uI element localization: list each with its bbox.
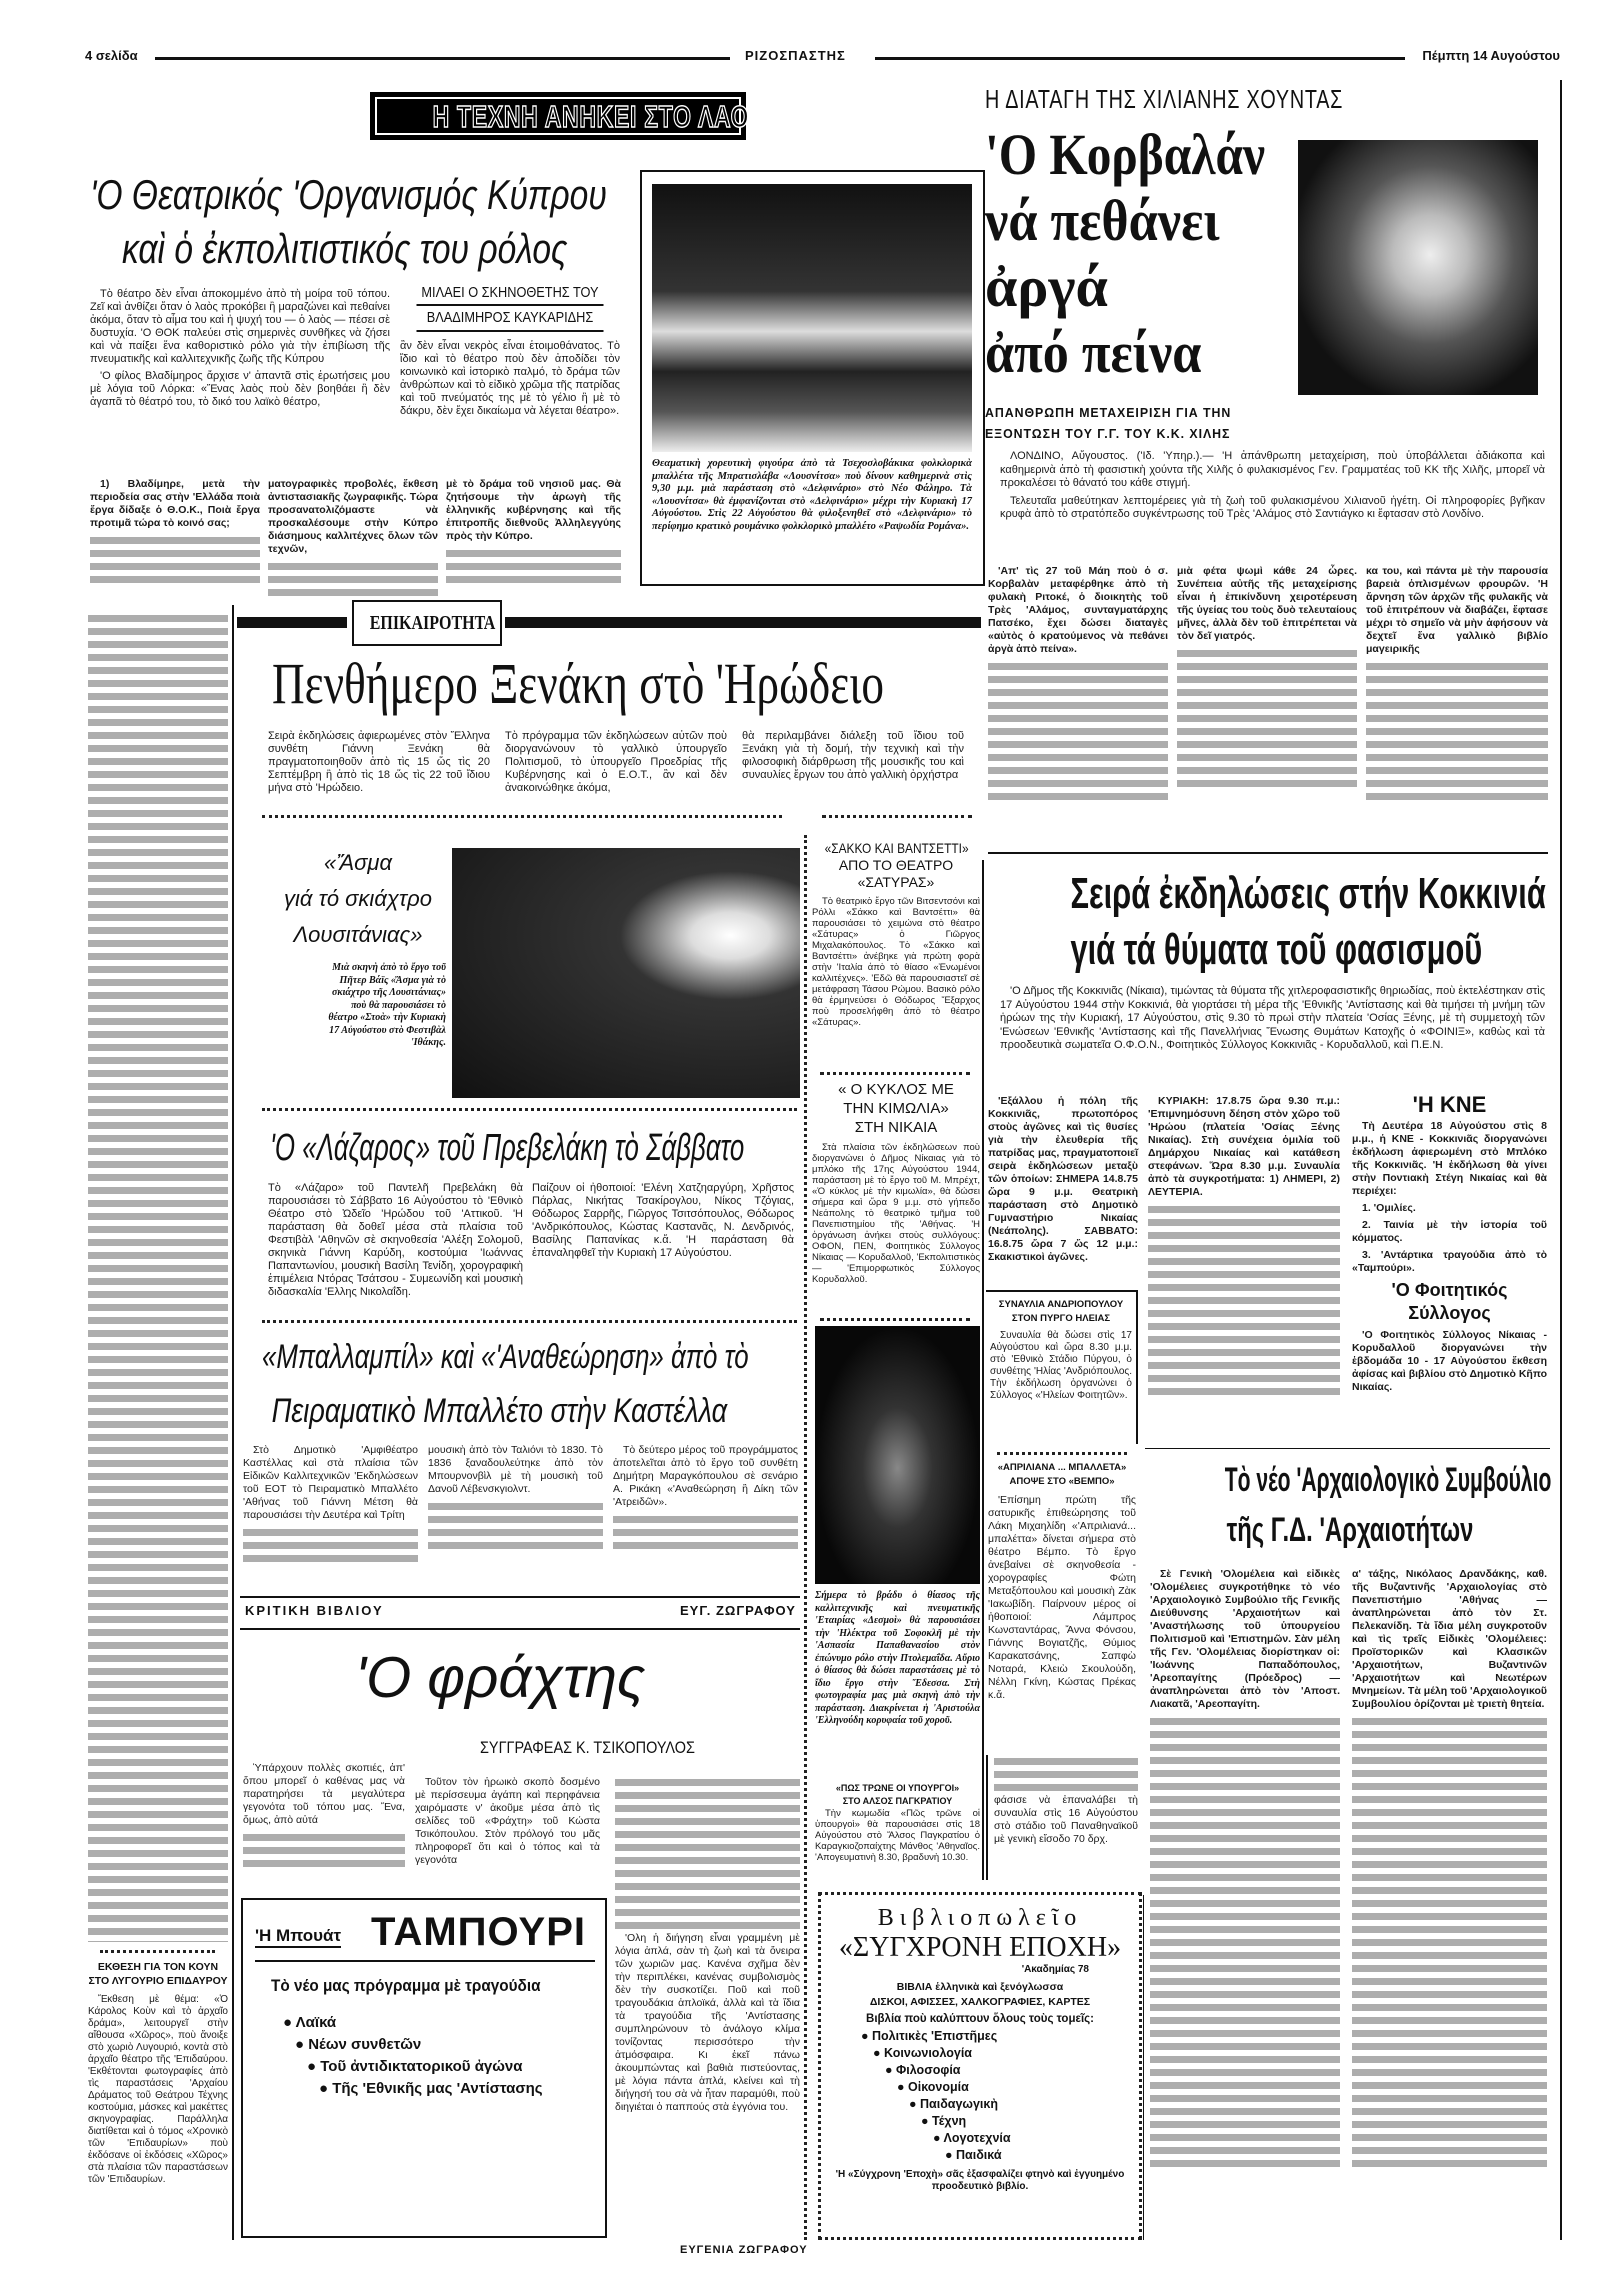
book-review-signature: ΕΥΓΕΝΙΑ ΖΩΓΡΑΦΟΥ — [680, 2244, 808, 2256]
bookstore-label: Βιβλιοπωλεῖο — [877, 1905, 1083, 1931]
kyklos-body: Στὰ πλαίσια τῶν ἐκδηλώσεων ποὺ διοργανώνει ὁ Δῆμος Νίκαιας γιὰ τὸ μπλόκο τῆς 17ης Αὐγούστου 1944, παράσταση μὲ τὸ ἔργο τοῦ Μ. Μπρέχτ, «Ὁ κύκλος μὲ τὴν κιμωλία», θὰ δώσει σήμερα καὶ ὥρα 9 μ.μ. στὸ γήπεδο Νεάπολης τὸ θεατρικὸ τμῆμα τοῦ Πανεπιστημίου τῆς 'Αθήνας. 'Η ὀργάνωση ἀνήκει στοὺς συλλόγους: ΟΦΟΝ, ΠΕΝ, Φοιτητικὸς Σύλλογος Νίκαιας — Κορυδαλλοῦ, 'Εκπολιτιστικὸς — 'Επιμορφωτικὸς Σύλλογος Κορυδαλλοῦ. — [812, 1142, 980, 1285]
foititikos-title: Σύλλογος — [1408, 1303, 1491, 1323]
headline-line: 'Ο Κορβαλάν — [985, 122, 1266, 187]
headline-line: ἀπό πείνα — [985, 320, 1202, 385]
book-review-col-2 — [415, 1776, 600, 1871]
headline-line: Πειραματικὸ Μπαλλέτο στὴν Καστέλλα — [271, 1392, 728, 1430]
theatre-headline — [90, 168, 630, 276]
kyklos-title: ΤΗΝ ΚΙΜΩΛΙΑ» — [843, 1100, 949, 1117]
ekthesi-body: Ἔκθεση μὲ θέμα: «Ὁ Κάρολος Κοὺν καὶ τὸ ἀρχαῖο δράμα», λειτουργεῖ στὴν αἴθουσα «Χῶρος», ποὺ ἄνοιξε στὸ χωριὸ Λυγουριό, κοντὰ στὸ ἀρχαῖο θέατρο τῆς 'Επιδαύρου. 'Εκθέτονται φωτογραφίες ἀπὸ τὶς παραστάσεις 'Αρχαίου Δράματος τοῦ Θεάτρου Τέχνης κοστούμια, μάσκες καὶ μακέττες σκηνογραφίας. Παράλληλα διατίθεται καὶ ὁ τόμος «Χρονικὸ τῶν 'Επιδαυρίων» ποὺ ἐκδόσανε οἱ ἐκδόσεις «Χῶρος» στὰ πλαίσια τῶν παραστάσεων τῶν 'Επιδαυρίων. — [88, 1994, 228, 2185]
corvalan-col-3 — [1366, 565, 1548, 803]
body-text: Τοῦτον τὸν ἡρωικὸ σκοπὸ δοσμένο μὲ περίσσευμα ἀγάπη καὶ περηφάνεια χαιρόμαστε ν' ἀκοῦμε μέσα ἀπὸ τὶς σελίδες τοῦ «Φράχτη» τοῦ Κώστα Τσικόπουλου. Στὸν πρόλογό του μᾶς πληροφορεῖ ὅτι καὶ ὁ τόπος καὶ τὰ γεγονότα — [415, 1776, 600, 1866]
subhead-line: ΑΠΑΝΘΡΩΠΗ ΜΕΤΑΧΕΙΡΙΣΗ ΓΙΑ ΤΗΝ — [985, 405, 1232, 420]
body-text: μιὰ φέτα ψωμὶ κάθε 24 ὧρες. Συνέπεια αὐτῆς τῆς μεταχείρισης εἶναι ἡ ἐπικίνδυνη χειροτέρευση τῆς ὑγείας του τοὺς δυὸ τελευταίους μῆνες, ἀλλὰ δὲν τοῦ ἐπιτρέπεται νὰ τὸν δεῖ γιατρός. — [1177, 565, 1357, 642]
tambouri-list — [283, 2012, 543, 2100]
list-item: ● Λογοτεχνία — [933, 2131, 1011, 2145]
dance-photo-box — [640, 170, 985, 586]
kne-body: Τὴ Δευτέρα 18 Αὐγούστου στὶς 8 μ.μ., ἡ ΚΝΕ - Κοκκινιᾶς διοργανώνει ἐκδήλωση ἀφιερωμένη στὸ Μπλόκο τῆς Κοκκινιᾶς. 'Η ἐκδήλωση θὰ γίνει στὴν Ποντιακὴ Στέγη Νικαίας καὶ θὰ περιέχει: — [1352, 1120, 1547, 1197]
list-item: ● Τοῦ ἀντιδικτατορικοῦ ἀγώνα — [307, 2058, 523, 2075]
tambouri-lead: 'Η Μπουάτ — [255, 1926, 341, 1948]
bookstore-topics — [821, 2028, 1139, 2164]
epikairotita-label — [352, 600, 502, 646]
column-divider — [232, 605, 234, 2240]
body-text-lines — [446, 547, 621, 586]
bookstore-ad — [818, 1892, 1142, 2240]
body-text-lines — [1150, 1715, 1340, 2170]
kokkinia-lead — [1000, 985, 1545, 1057]
synavlia-body: Συναυλία θὰ δώσει στὶς 17 Αὐγούστου καὶ ὥρα 8.30 μ.μ. στὸ 'Εθνικὸ Στάδιο Πύργου, ὁ συνθέτης 'Ηλίας 'Ανδριόπουλος. Τὴν ἐκδήλωση ὀργανώνει ὁ Σύλλογος «'Ηλείων Φοιτητῶν». — [990, 1330, 1132, 1401]
lazaros-col-1: Τὸ «Λάζαρο» τοῦ Παντελῆ Πρεβελάκη θὰ παρουσιάσει τὸ Σάββατο 16 Αὐγούστου τὸ 'Εθνικὸ Θέατρο στὸ Ὠδεῖο 'Ηρώδου τοῦ 'Αττικοῦ. 'Η παράσταση θὰ δοθεῖ μέσα στὰ πλαίσια τοῦ Φεστιβὰλ 'Αθηνῶν σὲ σκηνοθεσία 'Αλέξη Σολομοῦ, σκηνικὰ Γιάννη Καρύδη, κοστούμια 'Ιωάννας Παπαντωνίου, μουσικὴ Βασίλη Τενίδη, χορογραφικὴ ἐπιμέλεια Ντόρας Τσάτσου - Συμεωνίδη καὶ μουσικὴ διδασκαλία 'Ελλης Νικολαΐδη. — [268, 1182, 523, 1298]
book-review-author-tag: ΕΥΓ. ΖΩΓΡΑΦΟΥ — [680, 1603, 796, 1618]
theatre-intro-right — [400, 340, 620, 422]
list-item: ● Τῆς 'Εθνικῆς μας 'Αντίστασης — [319, 2080, 543, 2097]
ekthesi-article — [88, 1960, 228, 2190]
body-text: Ὑπάρχουν πολλὲς σκοπιές, ἀπ' ὅπου μπορεῖ ὁ καθένας μας νὰ παρατηρήσει τὰ μεγαλύτερα γεγονότα τοῦ τόπου μας. Ἕνα, ὅμως, ἀπὸ αὐτά — [243, 1762, 405, 1826]
electra-caption: Σήμερα τὸ βράδυ ὁ θίασος τῆς καλλιτεχνικῆς καὶ πνευματικῆς 'Εταιρίας «Δεσμοὶ» θὰ παρουσιάσει τὴν 'Ηλέκτρα τοῦ Σοφοκλῆ μὲ τὴν 'Ασπασία Παπαθανασίου στὸν ἐπώνυμο ρόλο στὴν Πτολεμαΐδα. Αὔριο ὁ θίασος θὰ δώσει παραστάσεις μὲ τὸ ἴδιο ἔργο στὴν Ἔδεσσα. Στὴ φωτογραφία μας μιὰ σκηνὴ ἀπὸ τὴν παράσταση. Διακρίνεται ἡ 'Αριστούλα 'Ελληνούδη κορυφαία τοῦ χοροῦ. — [815, 1590, 980, 1726]
book-review-title: 'Ο φράχτης — [355, 1645, 646, 1710]
headline-line: «Μπαλλαμπίλ» καὶ «'Αναθεώρηση» ἀπὸ τὸ — [262, 1338, 749, 1376]
sakko-title: «ΣΑΚΚΟ ΚΑΙ ΒΑΝΤΣΕΤΤΙ» — [824, 840, 969, 856]
body-text-lines — [1366, 660, 1548, 803]
list-item: ● Τέχνη — [921, 2114, 967, 2128]
intro-paragraph: ἂν δὲν εἶναι νεκρὸς εἶναι ἑτοιμοθάνατος. Τὸ ἴδιο καὶ τὸ θέατρο ποὺ δὲν ἀποδίδει τὸν κοινωνικὸ καὶ ἱστορικὸ παλμό, τὸ δράμα τῶν ἀνθρώπων καὶ τὸ εἰδικὸ χρῶμα τῆς πατρίδας καὶ τοῦ πνεύματός της μὲ τὸ γέλιο ἢ μὲ τὸ δάκρυ, δὲν ἔχει δικαίωμα νὰ λέγεται θέατρο». — [400, 340, 620, 417]
kne-title: 'Η ΚΝΕ — [1412, 1092, 1487, 1117]
list-item: ● Φιλοσοφία — [885, 2063, 961, 2077]
kyklos-article — [812, 1080, 980, 1289]
headline-line: ἀργά — [985, 254, 1108, 319]
kyklos-title: « Ο ΚΥΚΛΟΣ ΜΕ — [838, 1081, 954, 1098]
synavlia-body-end: φάσισε νὰ ἐπαναλάβει τὴ συναυλία στὶς 16 Αὐγούστου στὸ στάδιο τοῦ Παναθηναϊκοῦ μὲ γενικὴ εἴσοδο 70 δρχ. — [994, 1794, 1138, 1845]
pos-trone-body: Τὴν κωμωδία «Πῶς τρῶνε οἱ ὑπουργοὶ» θὰ παρουσιάσει στὶς 18 Αὐγούστου στὸ Ἄλσος Παγκρατίου ὁ Καραγκιοζοπαίχτης Μάνθος 'Αθηναῖος. 'Απογευματινὴ 8.30, βραδυνὴ 10.30. — [815, 1808, 980, 1863]
body-text: μὲ τὸ δράμα τοῦ νησιοῦ μας. Θὰ ζητήσουμε τὴν ἀρωγὴ τῆς ἑλληνικῆς κυβέρνησης καὶ τῆς ἐπιτροπῆς διεθνοῦς Ἀλληλεγγύης πρὸς τὴν Κύπρο. — [446, 478, 621, 542]
body-text-lines — [243, 1526, 418, 1565]
body-text: Στὸ Δημοτικὸ 'Αμφιθέατρο Καστέλλας καὶ στὰ πλαίσια τῶν Εἰδικῶν Καλλιτεχνικῶν 'Εκδηλώσεων τοῦ ΕΟΤ τὸ Πειραματικὸ Μπαλλέτο 'Αθήνας τοῦ Γιάννη Μέτση θὰ παρουσιάσει τὴν Δευτέρα καὶ Τρίτη — [243, 1444, 418, 1521]
bookstore-line: ΔΙΣΚΟΙ, ΑΦΙΣΣΕΣ, ΧΑΛΚΟΓΡΑΦΙΕΣ, ΚΑΡΤΕΣ — [869, 1996, 1091, 2008]
corvalan-col-2 — [1177, 565, 1357, 790]
body-text: 'Ολη ἡ διήγηση εἶναι γραμμένη μὲ λόγια ἁπλά, σὰν τὴ ζωὴ καὶ τὰ ὄνειρα τῶν χωριῶν μας. Κανένα σχῆμα δὲν τὴν περιπλέκει, κανένας συμβολισμὸς δὲν τὴν συσκοτίζει. Ποῦ καὶ ποῦ τραγουδάκια ἁπλοϊκά, ἀλλὰ καὶ τὰ ἴδια τὰ τραγούδια τῆς 'Αντίστασης συμπληρώνουν τὸ ἀνάλογο κλίμα τονίζοντας περισσότερο τὴν ἀτμόσφαιρα. Κι ἐκεῖ πάνω ἀκουμπώντας καὶ βαθιὰ πιστεύοντας, μὲ λόγια πάντα ἁπλά, κλείνει καὶ τὴ διήγησή του σὰ νὰ ἦταν παραμύθι, ποὺ διηγιέται ὁ παππούς στὰ ἐγγόνια του. — [615, 1932, 800, 2113]
body-text-lines — [615, 1776, 800, 1932]
ballet-col-3 — [613, 1444, 798, 1552]
list-item: ● Πολιτικὲς 'Επιστῆμες — [861, 2029, 998, 2043]
headline-line: 'Ο Θεατρικός 'Οργανισμός Κύπρου — [90, 171, 607, 218]
body-text-lines — [268, 560, 438, 599]
headline-line: γιά τά θύματα τοῦ φασισμοῦ — [1070, 925, 1483, 974]
intro-paragraph: 'Ο φίλος Βλαδίμηρος ἄρχισε ν' ἀπαντᾶ στὶς ἐρωτήσεις μου μὲ λόγια τοῦ Λόρκα: «Ἕνας λαὸς ποὺ δὲν βοηθάει ἢ δὲν ἀγαπᾶ τὸ θέατρό του, τὸ δικό του λαϊκὸ θέατρο, — [90, 370, 390, 408]
lead-paragraph: ΛΟΝΔΙΝΟ, Αὔγουστος. ('Ιδ. 'Υπηρ.).— 'Η ἀπάνθρωπη μεταχείριση, ποὺ ὑποβάλλεται ἀδιάκοπα καὶ καθημερινὰ ἀπὸ τὴ φασιστικὴ χούντα τῆς Χιλῆς ὁ φυλακισμένος Γεν. Γραμματέας τοῦ ΚΚ τῆς Χιλῆς, μπορεῖ νὰ προκαλέσει τὸ θάνατό του κάθε στιγμή. — [1000, 450, 1545, 489]
title-line: γιά τό σκιάχτρο — [284, 886, 432, 911]
title-line: Λουσιτάνιας» — [293, 922, 423, 947]
ballet-headline — [262, 1330, 792, 1438]
body-text-lines — [1352, 1715, 1547, 2170]
kokkinia-headline — [985, 866, 1555, 978]
list-item: ● Κοινωνιολογία — [873, 2046, 972, 2060]
corvalan-headline — [985, 122, 1290, 386]
theatre-intro — [90, 288, 390, 413]
xenakis-col-3: θὰ περιλαμβάνει διάλεξη τοῦ ἴδιου τοῦ Ξενάκη γιὰ τὴ δομή, τὴν τεχνικὴ καὶ τὴν φιλοσοφικὴ διάρθρωση τῆς μουσικῆς του καὶ συναυλίες ἔργων του ἀπὸ γαλλικὴ ὀρχήστρα — [742, 730, 964, 781]
dance-photo — [652, 184, 972, 452]
book-review-col-3 — [615, 1776, 800, 2118]
body-text: Σὲ Γενικὴ 'Ολομέλεια καὶ εἰδικὲς 'Ολομέλειες συγκροτήθηκε τὸ νέο 'Αρχαιολογικὸ Συμβούλιο τῆς Γενικῆς Διεύθυνσης 'Αρχαιοτήτων καὶ 'Αναστήλωσης τοῦ ὑπουργείου Πολιτισμοῦ καὶ 'Επιστημῶν. Σὰν μέλη τῆς Γεν. 'Ολομέλειας διορίστηκαν οἱ: 'Ιωάννης Παπαδόπουλος, 'Αρεοπαγίτης (Πρόεδρος) — ἀναπληρώνεται ἀπὸ τὸν 'Αποστ. Λιακατᾶ, 'Αρεοπαγίτη. — [1150, 1568, 1340, 1710]
asma-photo — [452, 848, 800, 1098]
body-text-lines — [994, 1755, 1138, 1794]
kokkinia-col-1 — [988, 1095, 1138, 1268]
corvalan-subhead — [985, 402, 1290, 444]
body-text: Τὸ δεύτερο μέρος τοῦ προγράμματος ἀποτελεῖται ἀπὸ τὸ ἔργο τοῦ συνθέτη Δημήτρη Μαραγκόπουλου σὲ σενάριο Α. Ρικάκη «'Αναθεώρηση ἢ Δίκη τῶν 'Ατρειδῶν». — [613, 1444, 798, 1508]
sakko-body: Τὸ θεατρικὸ ἔργο τῶν Βιτσεντσόνι καὶ Ρόλλι «Σάκκο καὶ Βαντσέττι» θὰ παρουσιάσει τὸ χειμώνα στὸ θέατρο «Σάτυρας» ὁ Γιῶργος Μιχαλακόπουλος. Τὸ «Σάκκο καὶ Βαντσέττι» ἀνέβηκε γιὰ πρώτη φορὰ στὴν 'Ιταλία ἀπὸ τὸ θίασο «Ἑνωμένοι καλλιτέχνες». 'Εδῶ θὰ παρουσιαστεῖ σὲ μετάφραση Τάσου Ρώμου. Βασικὸ ρόλο θὰ ἑρμηνεύσει ὁ Θόδωρος Ἔξαρχος ποὺ προσελήφθη ἀπὸ τὸ θέατρο «Σάτυρας». — [812, 896, 980, 1028]
banner-title: Η ΤΕΧΝΗ ΑΝΗΚΕΙ ΣΤΟ ΛΑΟ — [432, 99, 750, 134]
theatre-subhead — [400, 282, 620, 332]
list-item: ● Λαϊκά — [283, 2014, 337, 2031]
asma-title — [268, 845, 448, 953]
headline-line: τῆς Γ.Δ. 'Αρχαιοτήτων — [1226, 1511, 1474, 1549]
bookstore-address: 'Ακαδημίας 78 — [1021, 1964, 1089, 1975]
body-text: 'Εξάλλου ἡ πόλη τῆς Κοκκινιᾶς, πρωτοπόρος στοὺς ἀγῶνες καὶ τὶς θυσίες γιὰ τὴν ἐλευθερία τῆς πατρίδας μας, πραγματοποιεῖ σειρὰ ἐκδηλώσεων μεταξὺ τῶν ὁποίων: ΣΗΜΕΡΑ 14.8.75 ὥρα 9 μ.μ. Θεατρικὴ παράσταση στὸ Δημοτικὸ Γυμναστήριο Νικαίας (Νεάπολης). ΣΑΒΒΑΤΟ: 16.8.75 ὥρα 7 ὥς 12 μ.μ.: Σκακιστικοὶ ἀγῶνες. — [988, 1095, 1138, 1263]
body-text: ΚΥΡΙΑΚΗ: 17.8.75 ὥρα 9.30 π.μ.: 'Επιμνημόσυνη δέηση στὸν χῶρο τοῦ 'Ηρώου (πλατεία 'Οσίας Ξένης Νικαίας). Στὴ συνέχεια ὁμιλία τοῦ Δημάρχου Νικαίας καὶ κατάθεση στεφάνων. Ὥρα 8.30 μ.μ. Συναυλία ἀπὸ τὰ συγκροτήματα: 1) ΛΗΜΕΡΙ, 2) ΛΕΥΤΕΡΙΑ. — [1148, 1095, 1340, 1198]
ekthesi-title: ΕΚΘΕΣΗ ΓΙΑ ΤΟΝ ΚΟΥΝ — [97, 1961, 219, 1973]
bookstore-line: ΒΙΒΛΙΑ ἑλληνικὰ καὶ ξενόγλωσσα — [896, 1981, 1064, 1993]
synavlia-title: ΣΥΝΑΥΛΙΑ ΑΝΔΡΙΟΠΟΥΛΟΥ — [998, 1299, 1124, 1310]
book-review-subtitle: ΣΥΓΓΡΑΦΕΑΣ Κ. ΤΣΙΚΟΠΟΥΛΟΣ — [480, 1738, 695, 1757]
corvalan-kicker: Η ΔΙΑΤΑΓΗ ΤΗΣ ΧΙΛΙΑΝΗΣ ΧΟΥΝΤΑΣ — [985, 84, 1344, 114]
subhead-line: ΜΙΛΑΕΙ Ο ΣΚΗΝΟΘΕΤΗΣ ΤΟΥ — [417, 282, 604, 306]
page-label: 4 σελίδα — [85, 48, 138, 63]
body-text-lines — [988, 660, 1168, 803]
ballet-col-2 — [428, 1444, 603, 1552]
dance-photo-caption: Θεαματικὴ χορευτικὴ φιγούρα ἀπὸ τὰ Τσεχοσλοβάκικα φολκλορικὰ μπαλλέτα τῆς Μπρατισλάβα «Λουσνίτσα» ποὺ δίνουν καθημερινὰ στὶς 9,30 μ.μ. μιὰ παράσταση στὸ «Δελφινάριο» στὸ Νέο Φάληρο. Τὰ «Λουσνίτσα» θὰ ἐμφανίζονται στὸ «Δελφινάριο» μέχρι τὴν Κυριακὴ 17 Αὐγούστου. Στὶς 22 Αὐγούστου θὰ φιλοξενηθεῖ στὸ «Δελφινάριο» τὸ περίφημο κρατικὸ ρουμάνικο φολκλορικὸ μπαλλέτο «Ραψωδία Ρομάνα». — [652, 458, 972, 532]
synavlia-title: ΣΤΟΝ ΠΥΡΓΟ ΗΛΕΙΑΣ — [1011, 1313, 1111, 1324]
kokkinia-col-2 — [1148, 1095, 1340, 1398]
apriliana-title: «ΑΠΡΙΛΙΑΝΑ ... ΜΠΑΛΛΕΤΑ» — [997, 1462, 1127, 1473]
sakko-title: «ΣΑΤΥΡΑΣ» — [857, 874, 935, 890]
tambouri-tagline: Τὸ νέο μας πρόγραμμα μὲ τραγούδια — [271, 1976, 541, 1995]
lead-paragraph: Τελευταῖα μαθεύτηκαν λεπτομέρειες γιὰ τὴ ζωὴ τοῦ φυλακισμένου Χιλιανοῦ ἡγέτη. Οἱ πληροφορίες βγῆκαν κρυφὰ ἀπὸ τὸ στρατόπεδο συγκέντρωσης τοῦ Τρὲς 'Αλάμος στὸ Σαντιάγκο κι ἔφτασαν στὸ Λονδίνο. — [1000, 494, 1545, 520]
foititikos-body: 'Ο Φοιτητικὸς Σύλλογος Νίκαιας - Κορυδαλλοῦ διοργανώνει τὴν ἑβδομάδα 10 - 17 Αὐγούστου ἔκθεση ἀφίσας καὶ βιβλίου στὸ Δημοτικὸ Κῆπο Νικαίας. — [1352, 1329, 1547, 1393]
body-text: ματογραφικὲς προβολές, ἔκθεση ἀντιστασιακῆς ζωγραφικῆς. Τώρα προσανατολιζόμαστε νὰ προσκαλέσουμε στὴν Κύπρο διάσημους καλλιτέχνες ὅλων τῶν τεχνῶν, — [268, 478, 438, 555]
body-text: μουσικὴ ἀπὸ τὸν Ταλιόνι τὸ 1830. Τὸ 1836 ξαναδουλεύτηκε ἀπὸ τὸν Μπουρνονβὶλ μὲ τὴ μουσικὴ τοῦ Δανοῦ Λέβενσκγιολντ. — [428, 1444, 603, 1495]
lazaros-col-2: Παίζουν οἱ ἠθοποιοί: 'Ελένη Χατζηαργύρη, Χρῆστος Πάρλας, Νικήτας Τσακίρογλου, Νίκος Τζόγιας, Θόδωρος Σαρρῆς, Γιῶργος Τσιτσόπουλος, Θόδωρος 'Ανδρικόπουλος, Κώστας Καστανᾶς, Ν. Δενδρινός, Βασίλης Παπανίκας κ.ἄ. 'Η παράσταση θὰ ἐπαναληφθεῖ τὴν Κυριακὴ 17 Αὐγούστου. — [532, 1182, 794, 1259]
book-review-col-1 — [243, 1762, 405, 1870]
pos-trone-title: ΣΤΟ ΑΛΣΟΣ ΠΑΓΚΡΑΤΙΟΥ — [842, 1796, 953, 1806]
theatre-continued-column — [88, 612, 228, 1942]
archaio-col-1 — [1150, 1568, 1340, 2170]
synavlia-box — [986, 1290, 1138, 1444]
body-text-lines — [1148, 1203, 1340, 1398]
epikairotita-label-text: ΕΠΙΚΑΙΡΟΤΗΤΑ — [369, 612, 496, 634]
theatre-column-2 — [268, 478, 438, 599]
tambouri-ad — [241, 1898, 607, 2238]
ekthesi-title: ΣΤΟ ΛΥΓΟΥΡΙΟ ΕΠΙΔΑΥΡΟΥ — [88, 1975, 228, 1987]
headline-line: νά πεθάνει — [985, 188, 1220, 253]
list-item: ● Παιδικά — [945, 2148, 1002, 2162]
ballet-col-1 — [243, 1444, 418, 1565]
subhead-line: ΒΛΑΔΙΜΗΡΟΣ ΚΑΥΚΑΡΙΔΗΣ — [417, 306, 604, 332]
corvalan-lead — [1000, 450, 1545, 526]
book-review-label: ΚΡΙΤΙΚΗ ΒΙΒΛΙΟΥ — [245, 1603, 384, 1618]
lazaros-headline: 'Ο «Λάζαρος» τοῦ Πρεβελάκη τὸ Σάββατο — [270, 1127, 745, 1169]
sakko-article — [812, 840, 980, 1032]
body-text-lines — [1177, 647, 1357, 790]
corvalan-portrait — [1298, 140, 1538, 395]
xenakis-headline: Πενθήμερο Ξενάκη στὸ 'Ηρώδειο — [272, 651, 885, 716]
issue-date: Πέμπτη 14 Αυγούστου — [1422, 48, 1560, 63]
electra-photo — [815, 1326, 980, 1584]
body-text-lines — [243, 1831, 405, 1870]
bookstore-name: «ΣΥΓΧΡΟΝΗ ΕΠΟΧΗ» — [838, 1932, 1122, 1963]
title-line: «Ἄσμα — [324, 850, 392, 875]
tambouri-name: ΤΑΜΠΟΥΡΙ — [371, 1910, 587, 1954]
theatre-column-1 — [90, 478, 260, 586]
theatre-column-3 — [446, 478, 621, 586]
body-text: 'Απ' τὶς 27 τοῦ Μάη ποὺ ὁ σ. Κορβαλὰν μεταφέρθηκε ἀπὸ τὴ φυλακὴ Ριτοκέ, ὁ διοικητὴς τοῦ Τρὲς 'Αλάμος, συνταγματάρχης Πατσέκο, ἔχει δώσει διαταγὲς «αὐτὸς ὁ κρατούμενος νὰ πεθάνει ἀργὰ ἀπὸ πείνα». — [988, 565, 1168, 655]
xenakis-col-2: Τὸ πρόγραμμα τῶν ἐκδηλώσεων αὐτῶν ποὺ διοργανώνουν τὸ γαλλικὸ ὑπουργεῖο Πολιτισμοῦ, τὸ ὑπουργεῖο Προεδρίας τῆς Κυβέρνησης καὶ ὁ Ε.Ο.Τ., ἂν καὶ δὲν ἀνακοινώθηκε ἀκόμα, — [505, 730, 727, 794]
body-text: α' τάξης, Νικόλαος Δρανδάκης, καθ. τῆς Βυζαντινῆς 'Αρχαιολογίας στὸ Πανεπιστήμιο 'Αθήνας — ἀναπληρώνεται ἀπὸ τὸν Στ. Πελεκανίδη. Τὰ ἴδια μέλη συγκροτοῦν καὶ τὶς τρεῖς Εἰδικὲς 'Ολομέλειες: Προϊστορικῶν καὶ Κλασικῶν 'Αρχαιοτήτων, Βυζαντινῶν 'Αρχαιοτήτων καὶ Νεωτέρων Μνημείων. Τὰ μέλη τοῦ 'Αρχαιολογικοῦ Συμβουλίου ὁρίζονται μὲ τριετὴ θητεία. — [1352, 1568, 1547, 1710]
section-banner — [370, 92, 750, 140]
body-text-lines — [90, 534, 260, 586]
corvalan-col-1 — [988, 565, 1168, 803]
body-text: κα του, καὶ πάντα μὲ τὴν παρουσία βαρειὰ ὁπλισμένων φρουρῶν. 'Η ἄρνηση τῶν ἀρχῶν τῆς φυλακῆς νὰ τοῦ ἐπιτρέπουν νὰ διαβάζει, ἔφτασε μέχρι τὸ σημεῖο νὰ μὴν ἀφήσουν νὰ δεχτεῖ ἕνα γαλλικὸ βιβλίο μαγειρικῆς — [1366, 565, 1548, 655]
xenakis-col-1: Σειρὰ ἐκδηλώσεις ἀφιερωμένες στὸν Ἕλληνα συνθέτη Γιάννη Ξενάκη θὰ πραγματοποιηθοῦν ἀπὸ τὶς 15 ὥς τὶς 20 Σεπτέμβρη ἢ ἀπὸ τὶς 18 ὥς τὶς 22 τοῦ ἴδιου μήνα στὸ 'Ηρώδειο. — [268, 730, 490, 794]
intro-paragraph: Τὸ θέατρο δὲν εἶναι ἀποκομμένο ἀπὸ τὴ μοίρα τοῦ τόπου. Ζεῖ καὶ ἀνθίζει ὅταν ὁ λαὸς προκόβει ἢ μαραζώνει καὶ πεθαίνει ἀκόμα, ὅταν τὸ αἷμα του καὶ ἡ ψυχή του — ὁ λαὸς — πέσει σὲ δυστυχία. 'Ο ΘΟΚ παλεύει στὶς σημερινὲς συνθῆκες νὰ ζήσει καὶ νὰ παίξει ἕνα καθοριστικὸ ρόλο γιὰ τὴν ἐπιβίωση τῆς πνευματικῆς καὶ καλλιτεχνικῆς ζωῆς τῆς Κύπρου — [90, 288, 390, 365]
body-text-lines — [613, 1513, 798, 1552]
archaio-col-2 — [1352, 1568, 1547, 2170]
list-item: ● Νέων συνθετῶν — [295, 2036, 422, 2053]
body-text: 1) Βλαδίμηρε, μετὰ τὴν περιοδεία σας στὴν 'Ελλάδα ποιὰ ἔργα δίδαξε ὁ Θ.Ο.Κ., Ποιὰ ἔργα προτιμᾶ τώρα τὸ κοινό σας; — [90, 478, 260, 529]
asma-caption: Μιὰ σκηνὴ ἀπὸ τὸ ἔργο τοῦ Πῆτερ Βάϊς «Ἄσμα γιὰ τὸ σκιάχτρο τῆς Λουσιτάνιας» ποὺ θὰ παρουσιάσει τὸ θέατρο «Στοὰ» τὴν Κυριακὴ 17 Αὐγούστου στὸ Φεστιβὰλ 'Ιθάκης. — [328, 962, 446, 1048]
lead-paragraph: 'Ο Δῆμος τῆς Κοκκινιᾶς (Νίκαια), τιμώντας τὰ θύματα τῆς χιτλεροφασιστικῆς θηριωδίας, ποὺ ἐκτελέστηκαν στὶς 17 Αὐγούστου 1944 στὴν Κοκκινιά, θὰ γιορτάσει τὴ μέρα τῆς 'Εθνικῆς 'Αντίστασης καὶ θὰ τιμήσει τὴ μνήμη τῶν ἡρώων της τὴν Κυριακή, 17 Αὐγούστου, στὶς 9.30 τὸ πρωὶ στὴν πλατεία 'Οσίας Ξένης, μὲ τὴ συμμετοχὴ τῶν 'Ενώσεων 'Εθνικῆς 'Αντίστασης καὶ τῆς Πανελλήνιας Ἕνωσης Θυμάτων Κατοχῆς ὁ «ΦΟΙΝΙΞ», καθὼς καὶ τὰ προοδευτικὰ σωματεῖα Ο.Φ.Ο.Ν., Φοιτητικὸς Σύλλογος Κοκκινιᾶς - Κορυδαλλοῦ, καὶ Π.Ε.Ν. — [1000, 985, 1545, 1051]
bookstore-footer: 'Η «Σύγχρονη 'Εποχὴ» σᾶς ἐξασφαλίζει φτηνὸ καὶ ἐγγυημένο προοδευτικὸ βιβλίο. — [835, 2169, 1125, 2192]
newspaper-name: ΡΙΖΟΣΠΑΣΤΗΣ — [745, 48, 846, 63]
headline-line: Σειρά ἐκδηλώσεις στήν Κοκκινιά — [1070, 869, 1546, 918]
kne-item: 1. 'Ομιλίες. — [1362, 1202, 1416, 1214]
subhead-line: ΕΞΟΝΤΩΣΗ ΤΟΥ Γ.Γ. ΤΟΥ Κ.Κ. ΧΙΛΗΣ — [985, 426, 1231, 441]
sakko-title: ΑΠΟ ΤΟ ΘΕΑΤΡΟ — [838, 857, 954, 873]
headline-line: Τὸ νέο 'Αρχαιολογικὸ Συμβούλιο — [1224, 1461, 1552, 1499]
bookstore-line: Βιβλία ποὺ καλύπτουν ὅλους τοὺς τομεῖς: — [866, 2013, 1094, 2025]
foititikos-title: 'Ο Φοιτητικός — [1391, 1280, 1508, 1300]
list-item: ● Παιδαγωγικὴ — [909, 2097, 999, 2111]
kne-item: 3. 'Αντάρτικα τραγούδια ἀπὸ τὸ «Ταμπούρι». — [1352, 1249, 1547, 1274]
list-item: ● Οἰκονομία — [897, 2080, 969, 2094]
headline-line: καὶ ὁ ἐκπολιτιστικός του ρόλος — [122, 225, 568, 272]
kne-item: 2. Ταινία μὲ τὴν ἱστορία τοῦ κόμματος. — [1352, 1219, 1547, 1244]
page-header — [85, 48, 1560, 68]
pos-trone-title: «ΠΩΣ ΤΡΩΝΕ ΟΙ ΥΠΟΥΡΓΟΙ» — [835, 1783, 960, 1793]
kokkinia-col-3 — [1352, 1090, 1547, 1398]
body-text-lines — [428, 1500, 603, 1552]
pos-trone-article — [815, 1782, 980, 1867]
kyklos-title: ΣΤΗ ΝΙΚΑΙΑ — [854, 1119, 938, 1136]
archaio-headline — [1148, 1455, 1552, 1555]
apriliana-article — [988, 1452, 1136, 1706]
apriliana-body: 'Επίσημη πρώτη τῆς σατυρικῆς ἐπιθεώρησης τοῦ Λάκη Μιχαηλίδη «'Απριλιανά... μπαλέττα» δίνεται σήμερα στὸ θέατρο Βέμπο. Τὸ ἔργο ἀνεβαίνει σὲ σκηνοθεσία - χορογραφίες Φώτη Μεταξόπουλου καὶ μουσικὴ Ζὰκ 'Ιακωβίδη. Παίρνουν μέρος οἱ ἠθοποιοί: Λάμπρος Κωνσταντάρας, Ἄννα Φόνσου, Γιάννης Βογιατζῆς, Θύμιος Καρακατσάνης, Σαπφὼ Νοταρά, Κλειὼ Σκουλούδη, Νέλλη Γκίνη, Κώστας Πρέκας κ.ἄ. — [988, 1494, 1136, 1701]
apriliana-title: ΑΠΟΨΕ ΣΤΟ «ΒΕΜΠΟ» — [1009, 1476, 1115, 1487]
